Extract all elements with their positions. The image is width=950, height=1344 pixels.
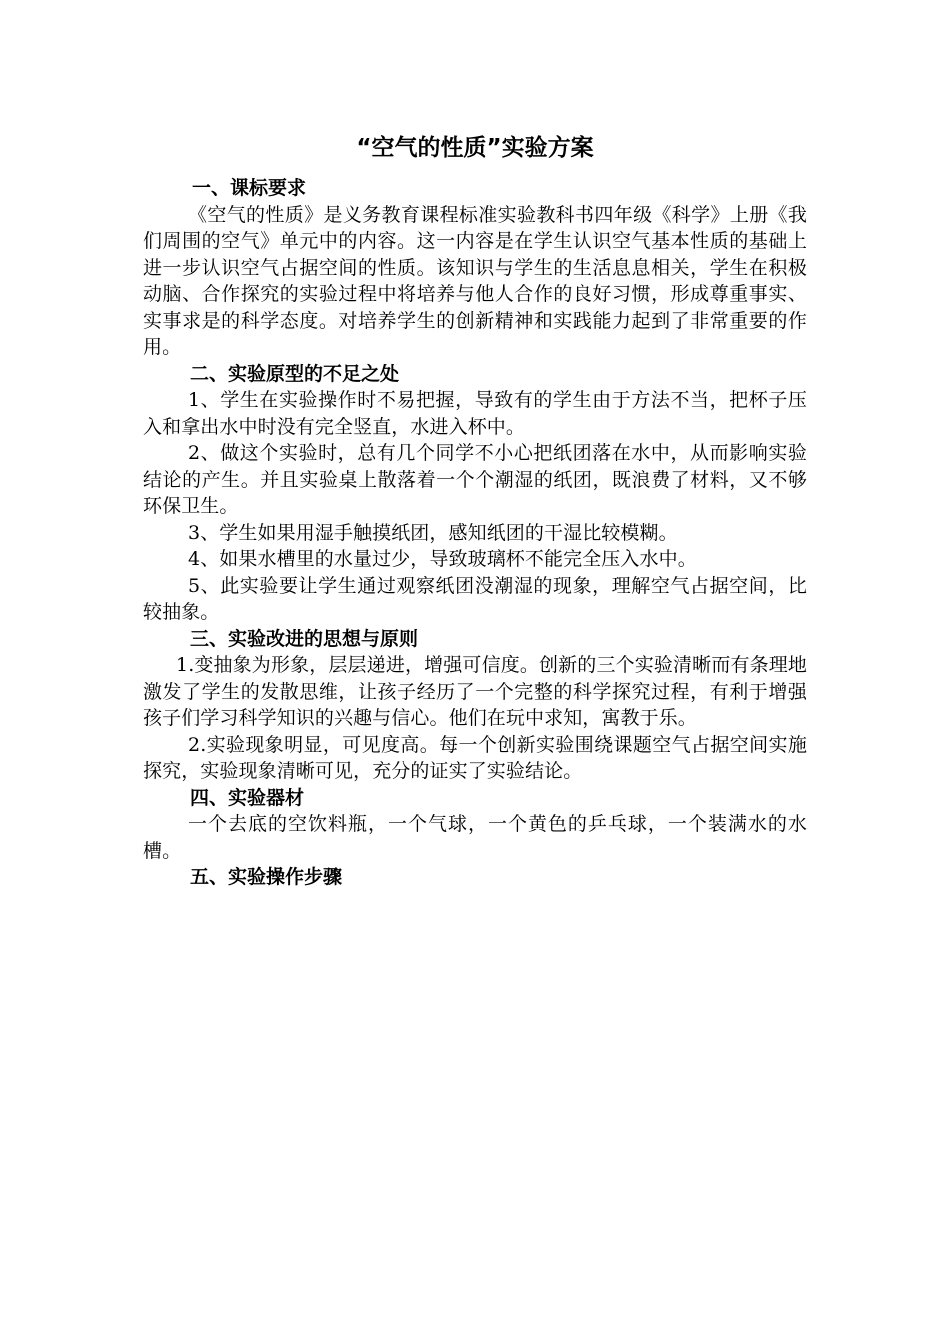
paragraph: 一个去底的空饮料瓶，一个气球，一个黄色的乒乓球，一个装满水的水槽。 xyxy=(143,813,807,862)
paragraph: 3、学生如果用湿手触摸纸团，感知纸团的干湿比较模糊。 xyxy=(188,521,678,544)
paragraph: 《空气的性质》是义务教育课程标准实验教科书四年级《科学》上册《我们周围的空气》单元中的内容。这一内容是在学生认识空气基本性质的基础上进一步认识空气占据空间的性质。该知识与学生的生活息息相关，学生在积极动脑、合作探究的实验过程中将培养与他人合作的良好习惯，形成尊重事实、实事求是的科学态度。对培养学生的创新精神和实践能力起到了非常重要的作用。 xyxy=(143,203,807,358)
section-heading-shortcomings: 二、实验原型的不足之处 xyxy=(190,362,400,385)
paragraph: 1、学生在实验操作时不易把握，导致有的学生由于方法不当，把杯子压入和拿出水中时没有完全竖直，水进入杯中。 xyxy=(143,389,807,438)
document-body xyxy=(143,175,807,891)
section-heading-procedure: 五、实验操作步骤 xyxy=(190,866,343,888)
section-heading-improvement-principles: 三、实验改进的思想与原则 xyxy=(190,627,419,650)
document-title: “空气的性质”实验方案 xyxy=(356,135,594,161)
paragraph: 2.实验现象明显，可见度高。每一个创新实验围绕课题空气占据空间实施探究，实验现象清晰可见，充分的证实了实验结论。 xyxy=(143,733,807,782)
paragraph: 1.变抽象为形象，层层递进，增强可信度。创新的三个实验清晰而有条理地激发了学生的发散思维，让孩子经历了一个完整的科学探究过程，有利于增强孩子们学习科学知识的兴趣与信心。他们在玩中求知，寓教于乐。 xyxy=(143,654,807,729)
section-heading-standards: 一、课标要求 xyxy=(192,177,307,199)
paragraph: 5、此实验要让学生通过观察纸团没潮湿的现象，理解空气占据空间，比较抽象。 xyxy=(143,574,807,623)
paragraph: 4、如果水槽里的水量过少，导致玻璃杯不能完全压入水中。 xyxy=(188,548,697,570)
paragraph: 2、做这个实验时，总有几个同学不小心把纸团落在水中，从而影响实验结论的产生。并且实验桌上散落着一个个潮湿的纸团，既浪费了材料，又不够环保卫生。 xyxy=(143,442,807,517)
section-heading-equipment: 四、实验器材 xyxy=(190,786,305,809)
